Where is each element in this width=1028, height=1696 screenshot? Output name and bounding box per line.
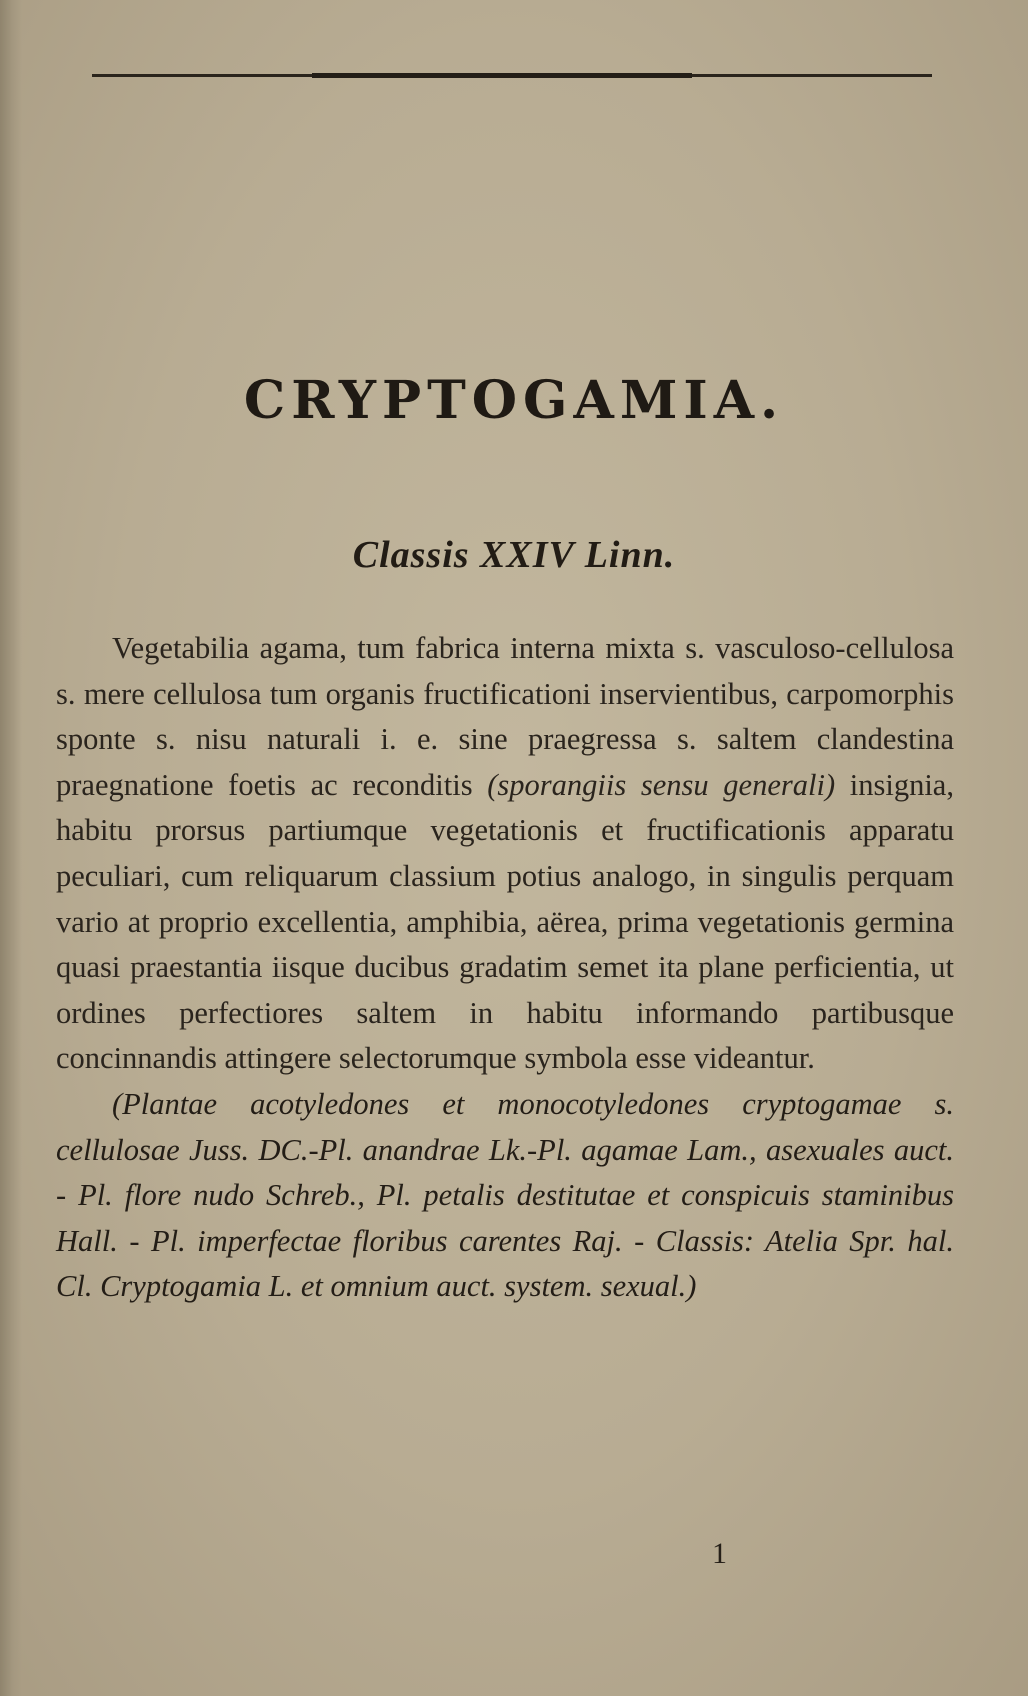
paragraph-description-text-cont: insignia, habitu prorsus partiumque vegetationis et fructificationis apparatu peculiari, cum reliquarum classium potius analogo, in singulis perquam vario at proprio excellentia, amphibia, aërea, prima vegetationis germina quasi praestantia iisque ducibus gradatim semet ita plane perficientia, ut ordines perfectiores saltem in habitu informando partibusque concinnandis attingere selectorumque symbola esse videantur. xyxy=(56,767,954,1076)
paragraph-description-text: Vegetabilia agama, tum fabrica interna mixta s. vasculoso-cellulosa s. mere cellulosa tum organis fructificationi inservientibus, carpomorphis sponte s. nisu naturali i. e. sine praegressa s. saltem clandestina praegnatione foetis ac reconditis xyxy=(56,631,954,802)
body-text xyxy=(56,626,954,1310)
page-title: CRYPTOGAMIA. xyxy=(243,370,785,431)
paragraph-description xyxy=(56,626,954,1082)
paragraph-description-italic: (sporangiis sensu generali) xyxy=(487,767,836,802)
page-number: 1 xyxy=(712,1537,727,1570)
page-subtitle: Classis XXIV Linn. xyxy=(352,534,676,576)
header-rule xyxy=(92,74,932,77)
paragraph-synonyms: (Plantae acotyledones et monocotyledones cryptogamae s. cellulosae Juss. DC.-Pl. anandrae Lk.-Pl. agamae Lam., asexuales auct. - Pl. flore nudo Schreb., Pl. petalis destitutae et conspicuis staminibus Hall. - Pl. imperfectae floribus carentes Raj. - Classis: Atelia Spr. hal. Cl. Cryptogamia L. et omnium auct. system. sexual.) xyxy=(56,1086,954,1304)
page-binding-edge xyxy=(0,0,22,1696)
